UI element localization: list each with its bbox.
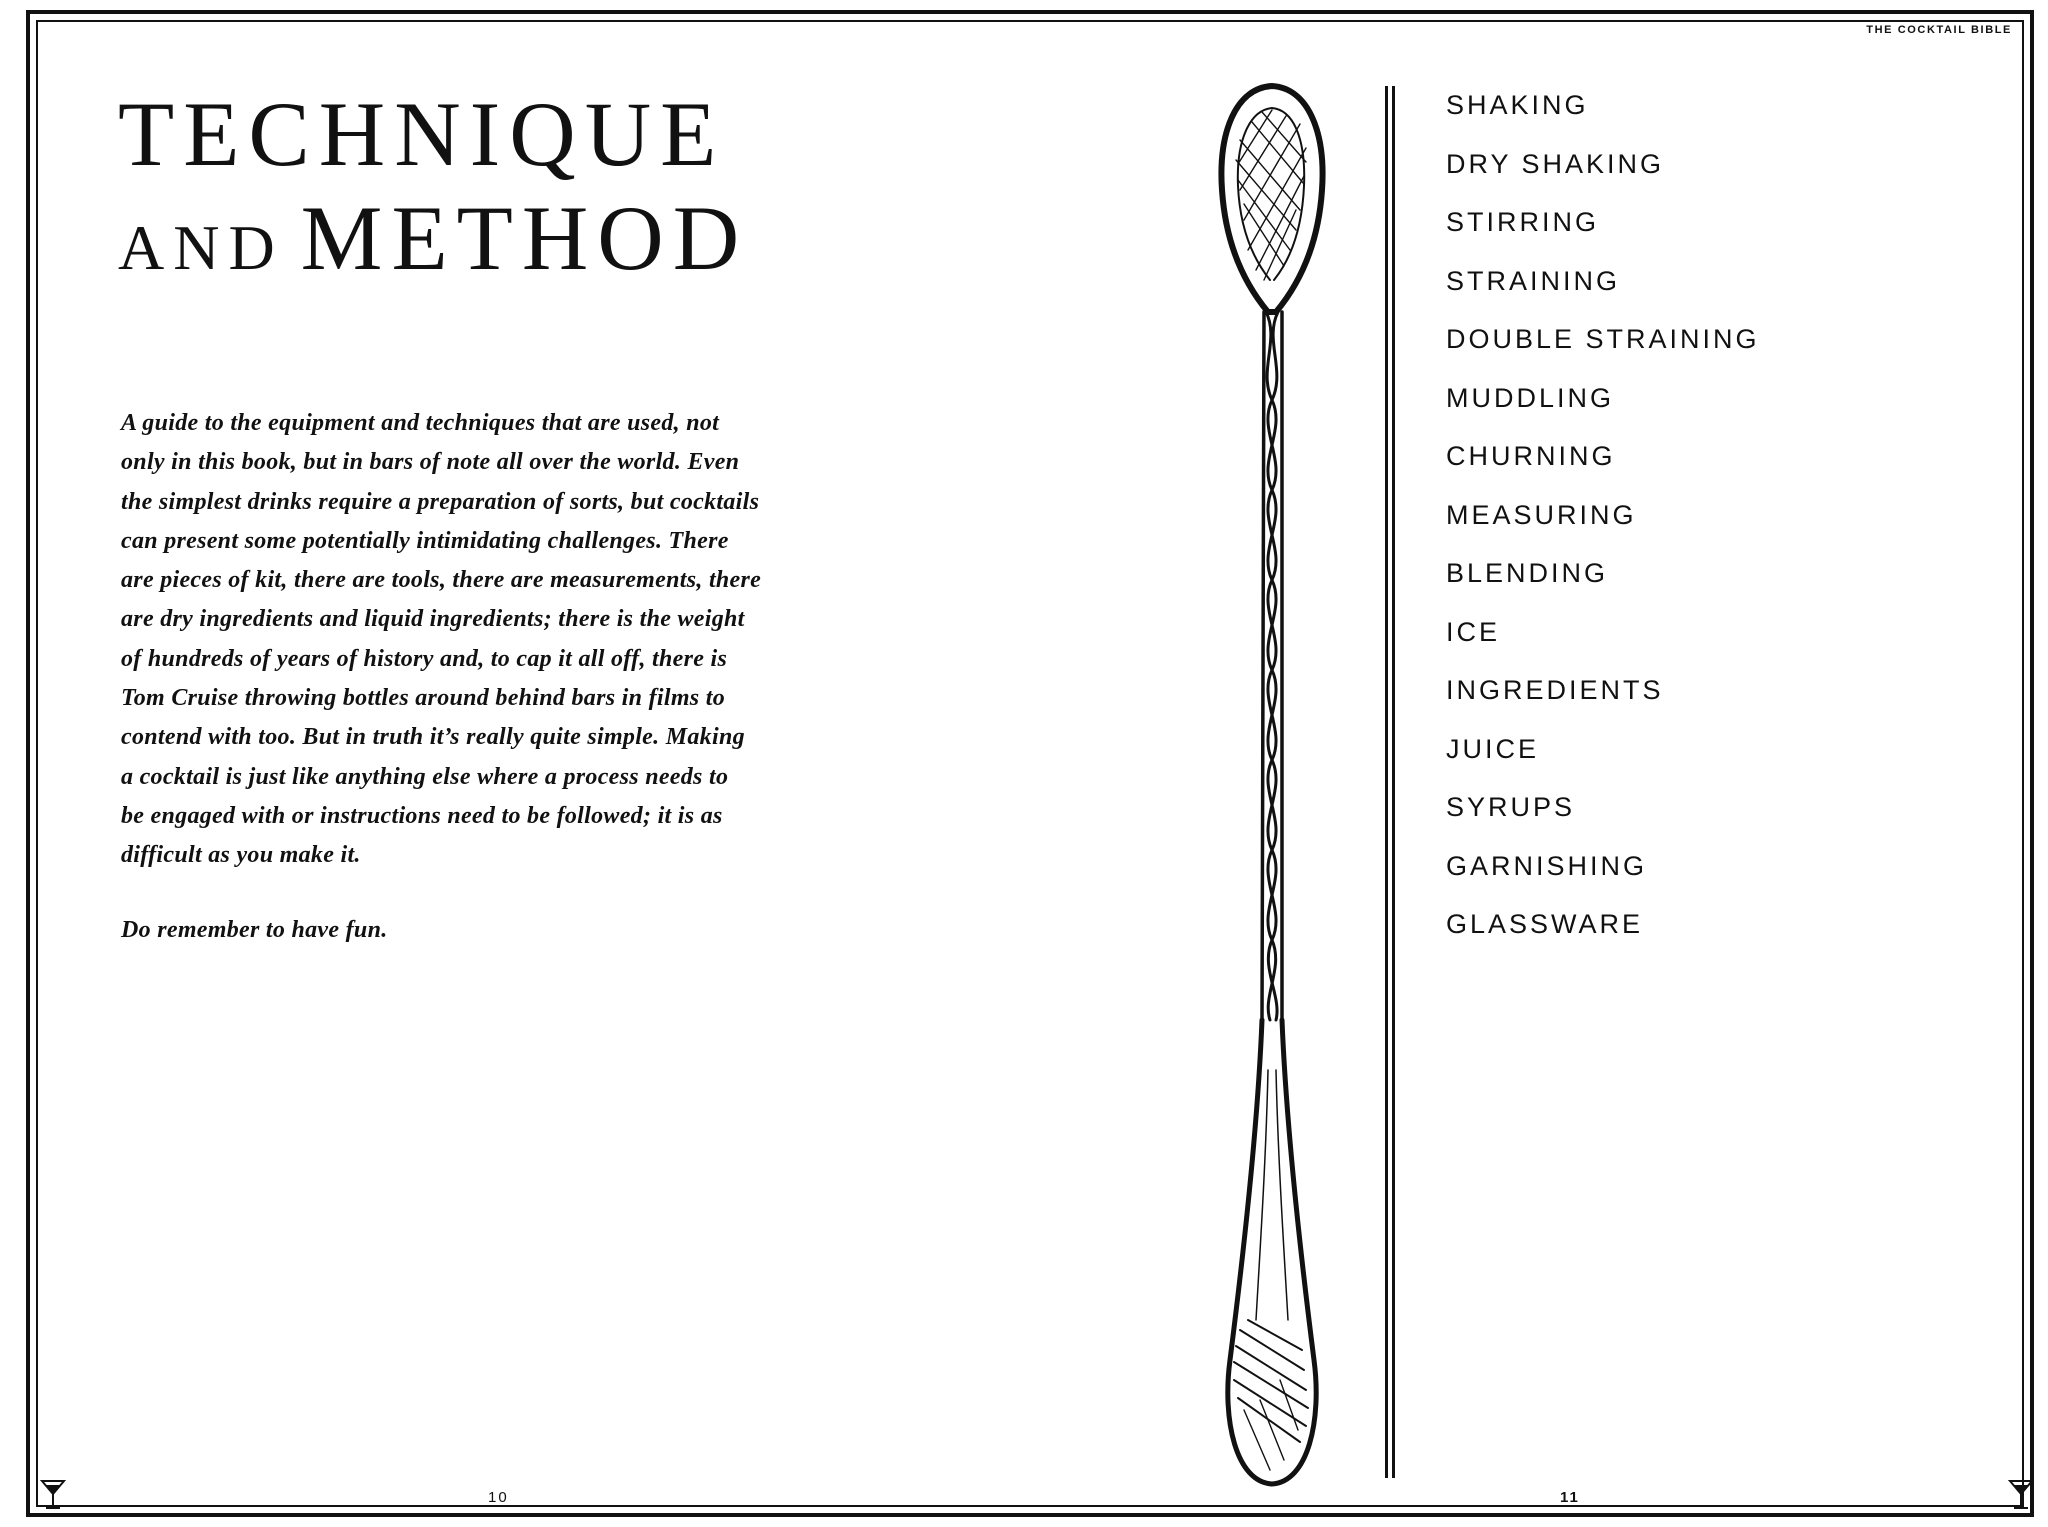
closing-line: Do remember to have fun. [121,917,388,943]
intro-line: can present some potentially intimidating challenges. There [121,527,729,554]
contents-item: GARNISHING [1446,850,1648,881]
contents-item: SHAKING [1446,90,1589,120]
contents-item: MEASURING [1446,499,1637,530]
column-divider [1392,86,1395,1478]
contents-item: SYRUPS [1446,792,1576,822]
intro-line: difficult as you make it. [121,842,361,869]
column-divider [1385,86,1388,1478]
intro-line: the simplest drinks require a preparation of sorts, but cocktails [121,488,760,515]
contents-item: STRAINING [1446,265,1621,296]
page-number-left: 10 [488,1489,509,1506]
martini-glass-icon [40,1477,66,1511]
contents-item: GLASSWARE [1446,909,1644,939]
intro-line: be engaged with or instructions need to be followed; it is as [121,802,723,829]
intro-line: contend with too. But in truth it’s really quite simple. Making [121,724,745,751]
intro-line: Tom Cruise throwing bottles around behind bars in films to [121,685,726,712]
contents-item: STIRRING [1446,207,1600,237]
contents-item: BLENDING [1446,558,1609,588]
contents-item: CHURNING [1446,441,1616,471]
intro-line: only in this book, but in bars of note all over the world. Even [121,449,740,476]
intro-line: A guide to the equipment and techniques that are used, not [121,410,720,436]
contents-item: MUDDLING [1446,382,1615,413]
title-word-and: AND [118,212,284,283]
intro-line: of hundreds of years of history and, to cap it all off, there is [121,645,728,672]
intro-line: are pieces of kit, there are tools, there are measurements, there [121,567,762,594]
page-number-right: 11 [1560,1489,1580,1506]
title-line-technique: TECHNIQUE [118,83,726,185]
contents-item: DOUBLE STRAINING [1446,324,1760,354]
contents-item: INGREDIENTS [1446,675,1664,705]
page-title [118,83,749,289]
intro-line: a cocktail is just like anything else where a process needs to [121,763,729,790]
title-line-method [118,187,749,289]
title-word-method: METHOD [300,187,749,289]
contents-item: ICE [1446,616,1501,647]
technique-contents-list [1446,88,1760,966]
running-head: THE COCKTAIL BIBLE [1866,24,2012,36]
spoon-handle [1228,1020,1316,1484]
bar-spoon-illustration [1200,80,1350,1490]
contents-item: DRY SHAKING [1446,148,1665,179]
intro-line: are dry ingredients and liquid ingredients; there is the weight [121,606,745,633]
contents-item: JUICE [1446,733,1540,764]
spoon-bowl [1221,86,1322,312]
intro-paragraph [121,404,841,876]
martini-glass-icon [2008,1477,2034,1511]
